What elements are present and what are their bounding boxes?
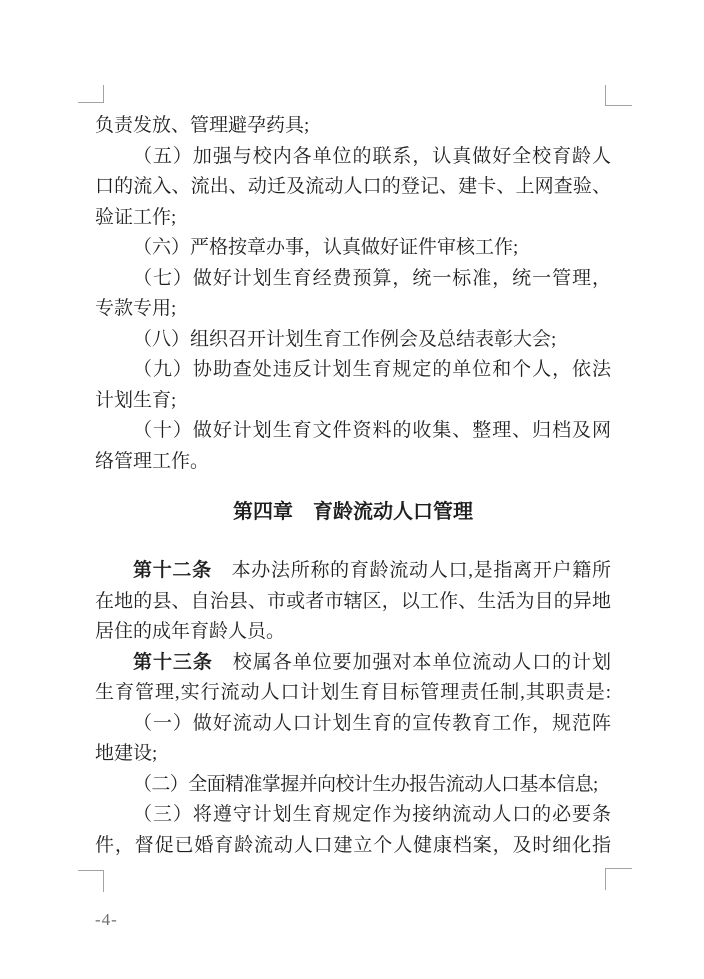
- text-line: （七）做好计划生育经费预算，统一标准，统一管理，: [133, 267, 611, 289]
- text-line: （一）做好流动人口计划生育的宣传教育工作，规范阵: [133, 712, 611, 734]
- text-line: 专款专用;: [95, 298, 177, 319]
- margin-corner-mark-top-right: [605, 85, 632, 106]
- text-line: 络管理工作。: [95, 450, 210, 472]
- text-line: 口的流入、流出、动迁及流动人口的登记、建卡、上网查验、: [95, 176, 611, 197]
- text-line: （六）严格按章办事，认真做好证件审核工作;: [133, 237, 519, 258]
- text-line: 第十三条 校属各单位要加强对本单位流动人口的计划: [133, 651, 611, 673]
- text-line: （八）组织召开计划生育工作例会及总结表彰大会;: [133, 328, 557, 350]
- text-line: （九）协助查处违反计划生育规定的单位和个人，依法: [133, 359, 611, 380]
- text-line: 件，督促已婚育龄流动人口建立个人健康档案，及时细化指: [95, 834, 611, 856]
- text-line: （二）全面精准掌握并向校计生办报告流动人口基本信息;: [133, 773, 598, 795]
- text-line: 负责发放、管理避孕药具;: [95, 115, 310, 136]
- clause-number: 第十三条: [133, 651, 213, 673]
- text-line: 地建设;: [95, 743, 158, 764]
- text-line: （五）加强与校内各单位的联系，认真做好全校育龄人: [133, 145, 611, 167]
- clause-number: 第十二条: [133, 560, 212, 581]
- margin-corner-mark-bottom-left: [78, 870, 104, 892]
- text-line: 在地的县、自治县、市或者市辖区，以工作、生活为目的异地: [95, 590, 611, 612]
- page-number: -4-: [95, 910, 118, 929]
- text-line: （十）做好计划生育文件资料的收集、整理、归档及网: [133, 420, 611, 441]
- text-line: （三）将遵守计划生育规定作为接纳流动人口的必要条: [133, 804, 611, 825]
- margin-corner-mark-bottom-right: [605, 868, 632, 890]
- chapter-heading: 第四章 育龄流动人口管理: [233, 501, 473, 523]
- text-line: 计划生育;: [95, 389, 177, 411]
- text-line: 居住的成年育龄人员。: [95, 621, 286, 642]
- margin-corner-mark-top-left: [78, 85, 104, 103]
- text-line: 验证工作;: [95, 206, 177, 228]
- text-line: 第十二条 本办法所称的育龄流动人口,是指离开户籍所: [133, 560, 611, 581]
- text-line: 生育管理,实行流动人口计划生育目标管理责任制,其职责是:: [95, 682, 611, 703]
- document-text-block: [95, 111, 611, 861]
